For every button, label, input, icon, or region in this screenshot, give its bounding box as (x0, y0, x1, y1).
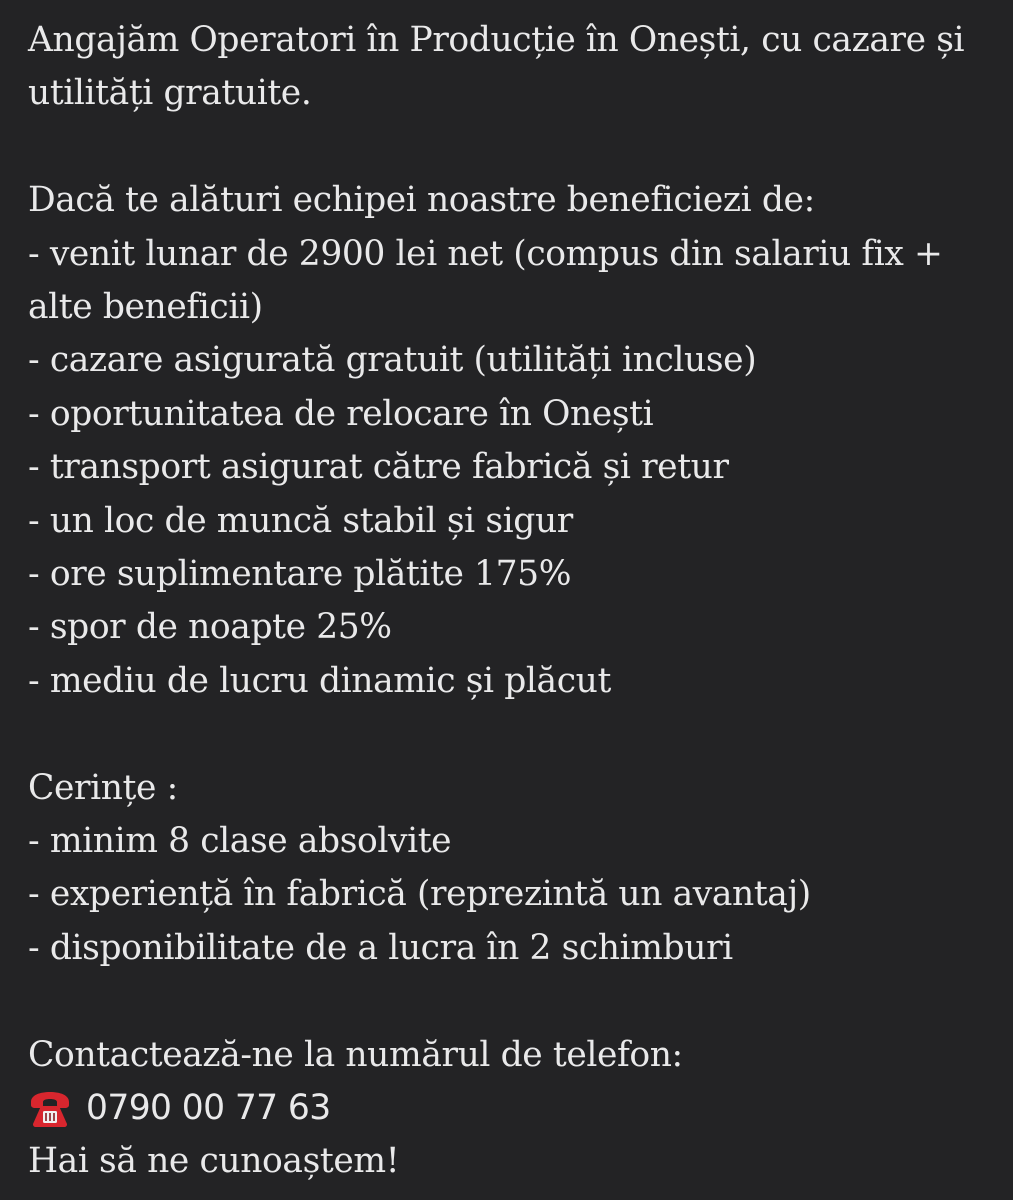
benefit-item: - un loc de muncă stabil și sigur (28, 500, 573, 541)
spacer (28, 975, 983, 1028)
requirement-item: - disponibilitate de a lucra în 2 schimburi (28, 927, 733, 968)
requirements-heading: Cerințe : (28, 767, 178, 808)
phone-line (28, 1082, 983, 1135)
benefit-item: - venit lunar de 2900 lei net (compus din salariu fix + (28, 233, 943, 274)
benefit-item: - ore suplimentare plătite 175% (28, 554, 572, 595)
benefit-item: - oportunitatea de relocare în Onești (28, 393, 654, 434)
requirement-item: - experiență în fabrică (reprezintă un avantaj) (28, 874, 811, 915)
closing-line: Hai să ne cunoaștem! (28, 1141, 400, 1182)
phone-number[interactable]: 0790 00 77 63 (86, 1088, 331, 1129)
requirement-item: - minim 8 clase absolvite (28, 821, 452, 862)
benefit-item: alte beneficii) (28, 287, 263, 328)
benefit-item: - cazare asigurată gratuit (utilități incluse) (28, 340, 757, 381)
intro-line-1: Angajăm Operatori în Producție în Onești, cu cazare și (28, 20, 965, 60)
benefit-item: - transport asigurat către fabrică și retur (28, 447, 729, 488)
benefit-item: - mediu de lucru dinamic și plăcut (28, 660, 611, 701)
spacer (28, 708, 983, 761)
contact-heading: Contactează-ne la numărul de telefon: (28, 1034, 683, 1075)
benefit-item: - spor de noapte 25% (28, 607, 392, 648)
telephone-icon (28, 1089, 72, 1129)
intro-line-2: utilități gratuite. (28, 73, 312, 114)
spacer (28, 121, 983, 174)
benefits-heading: Dacă te alături echipei noastre beneficiezi de: (28, 180, 815, 221)
